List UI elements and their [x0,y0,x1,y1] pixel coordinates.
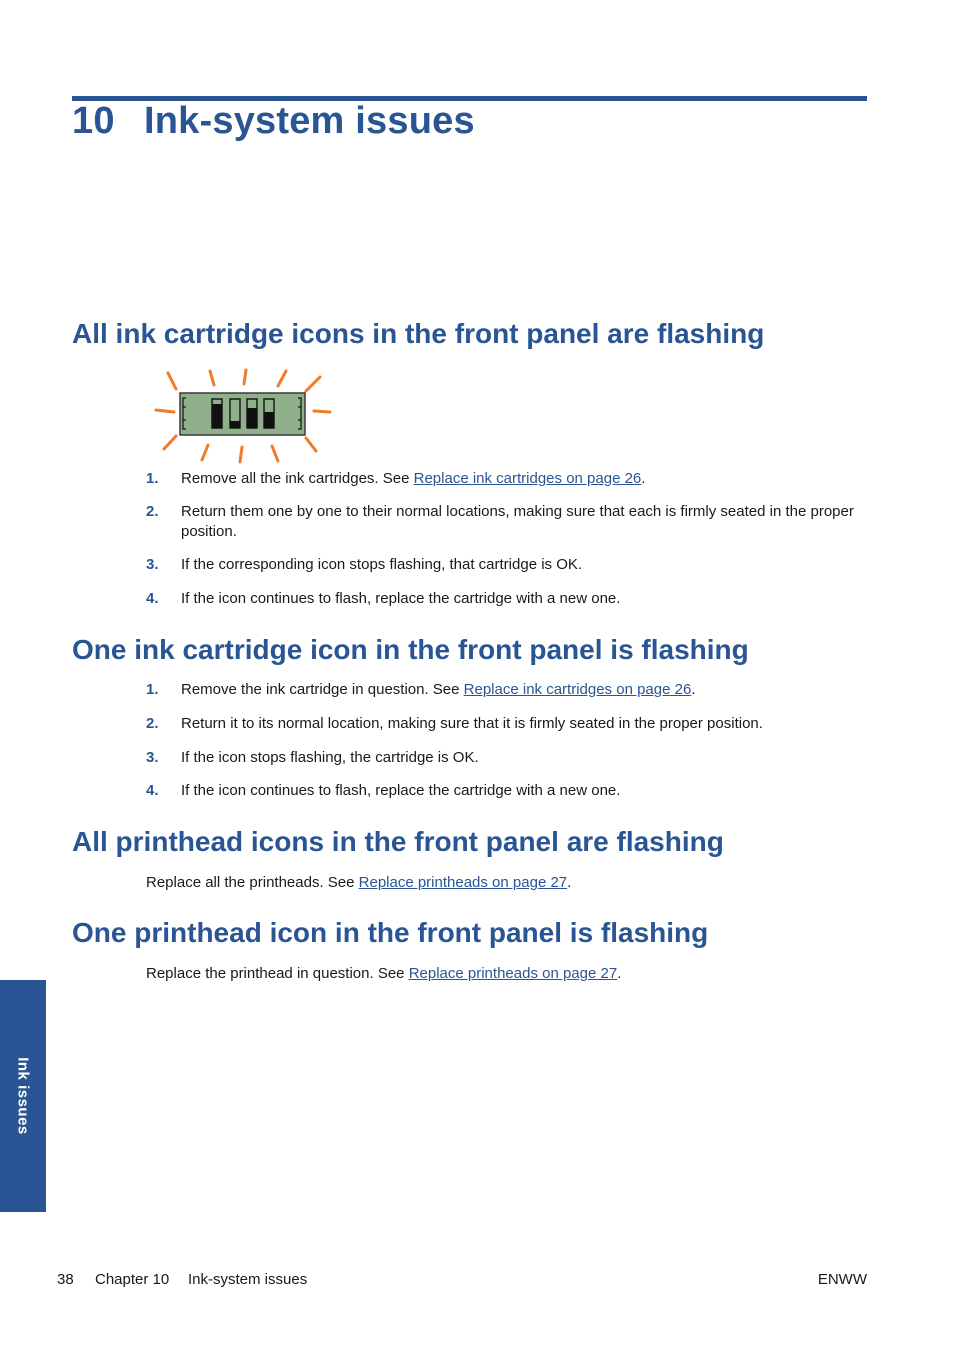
side-tab-label: Ink issues [14,1057,32,1135]
chapter-number: 10 [72,100,115,142]
replace-printheads-link[interactable]: Replace printheads on page 27 [408,965,618,982]
step-number: 4. [146,782,159,799]
flashing-ink-cartridge-panel-icon [150,365,336,465]
section-heading-one-ink-cartridge: One ink cartridge icon in the front panel is flashing [72,634,749,665]
step-number: 1. [146,681,159,698]
footer-enww: ENWW [817,1271,867,1288]
chapter-title-text: Ink-system issues [144,100,475,142]
list-item [146,469,866,489]
side-tab [0,980,46,1212]
step-text: Remove all the ink cartridges. See Replace ink cartridges on page 26. [181,470,646,487]
section-heading-one-printhead: One printhead icon in the front panel is flashing [72,917,709,948]
step-number: 4. [146,590,159,607]
step-number: 3. [146,556,159,573]
list-item [146,555,866,575]
step-number: 2. [146,715,159,732]
list-item [146,680,866,700]
footer-page-number: 38 [57,1271,74,1288]
footer-chapter-title: Ink-system issues [188,1271,308,1288]
step-text: Remove the ink cartridge in question. See Replace ink cartridges on page 26. [181,681,696,698]
step-number: 3. [146,749,159,766]
footer-chapter-label: Chapter 10 [95,1271,170,1288]
paragraph: Replace the printhead in question. See Replace printheads on page 27. [146,965,622,982]
list-item [146,781,866,801]
step-text: If the icon stops flashing, the cartridge is OK. [181,749,479,766]
section-heading-all-printheads: All printhead icons in the front panel are flashing [72,826,724,857]
step-number: 2. [146,503,159,520]
chapter-title [72,100,475,143]
list-item [146,589,866,609]
replace-printheads-link[interactable]: Replace printheads on page 27 [358,874,568,891]
step-text: If the corresponding icon stops flashing, that cartridge is OK. [181,556,583,573]
section-heading-all-ink-cartridges: All ink cartridge icons in the front panel are flashing [72,318,765,349]
paragraph: Replace all the printheads. See Replace printheads on page 27. [146,874,572,891]
list-item [146,502,866,542]
panel-display [180,393,305,435]
list-item [146,748,866,768]
step-text: If the icon continues to flash, replace the cartridge with a new one. [181,590,621,607]
step-text: Return them one by one to their normal locations, making sure that each is firmly seated in the proper position. [181,503,854,540]
replace-ink-cartridges-link[interactable]: Replace ink cartridges on page 26 [463,681,692,698]
step-number: 1. [146,470,159,487]
step-text: If the icon continues to flash, replace the cartridge with a new one. [181,782,621,799]
replace-ink-cartridges-link[interactable]: Replace ink cartridges on page 26 [413,470,642,487]
step-text: Return it to its normal location, making sure that it is firmly seated in the proper position. [181,715,763,732]
list-item [146,714,866,734]
